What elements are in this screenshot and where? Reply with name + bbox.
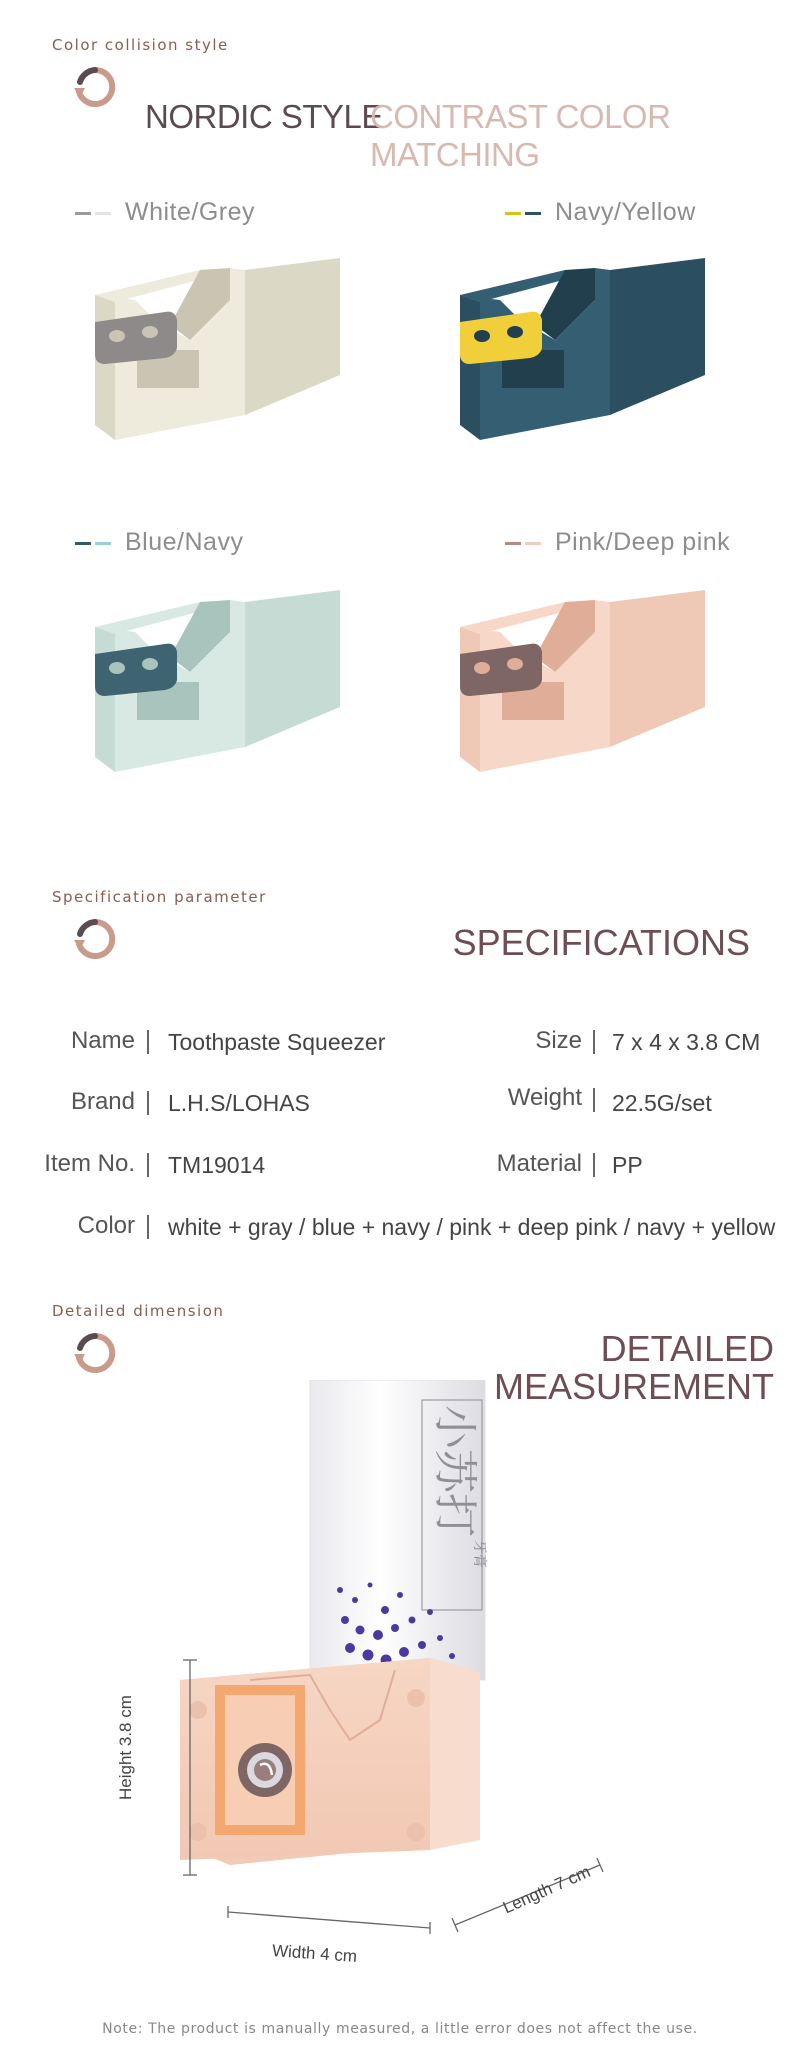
swatch-b-icon <box>95 212 111 215</box>
swatch-b-icon <box>525 542 541 545</box>
key-hole <box>507 326 523 338</box>
dimension-title-line2: MEASUREMENT <box>493 1366 774 1407</box>
cycle-icon <box>72 916 118 962</box>
spec-separator <box>147 1091 149 1115</box>
spec-key: Brand <box>70 1088 135 1115</box>
spec-row-brand <box>0 1084 800 1122</box>
spec-key: Weight <box>507 1084 582 1111</box>
spec-row-color <box>0 1212 800 1246</box>
product-measurement-illustration <box>140 1380 660 1980</box>
block-left-edge <box>460 627 480 772</box>
swatch-a-icon <box>505 212 521 215</box>
product-image-navy-yellow <box>460 240 710 480</box>
key-hole <box>109 662 125 674</box>
height-label: Height 3.8 cm <box>116 1695 135 1800</box>
spec-separator <box>147 1153 149 1177</box>
block-left-edge <box>460 295 480 440</box>
block-side-face <box>610 590 705 747</box>
block-side-face <box>245 258 340 415</box>
spec-separator <box>593 1153 595 1177</box>
key-hole <box>142 658 158 670</box>
spec-value: 7 x 4 x 3.8 CM <box>612 1029 761 1055</box>
measurement-note: Note: The product is manually measured, a little error does not affect the use. <box>102 2021 698 2037</box>
key-hole <box>474 662 490 674</box>
spec-key: Material <box>496 1150 582 1177</box>
variant-label-navy-yellow <box>505 198 696 227</box>
block-side-face <box>610 258 705 415</box>
length-label: Length 7 cm <box>500 1861 594 1918</box>
section-tag-dimension: Detailed dimension <box>52 1302 225 1320</box>
product-image-blue-navy <box>95 572 345 812</box>
variant-label-white-grey <box>75 198 255 227</box>
block-left-edge <box>95 627 115 772</box>
color-title-main: NORDIC STYLE <box>145 98 383 135</box>
block-left-edge <box>95 295 115 440</box>
swatch-a-icon <box>505 542 521 545</box>
variant-label-pink-deep-pink <box>505 528 730 557</box>
tube-brand-text: 小苏打 <box>429 1405 480 1537</box>
spec-separator <box>147 1215 149 1239</box>
spec-key: Item No. <box>44 1150 135 1177</box>
swatch-b-icon <box>525 212 541 215</box>
spec-value: L.H.S/LOHAS <box>168 1090 310 1116</box>
product-image-pink-deep-pink <box>460 572 710 812</box>
tube-product-text: 牙膏 <box>471 1540 487 1568</box>
spec-separator <box>147 1030 149 1054</box>
variant-name: Navy/Yellow <box>555 198 696 226</box>
cycle-icon <box>72 64 118 110</box>
key-hole <box>474 330 490 342</box>
product-image-white-grey <box>95 240 345 480</box>
variant-label-blue-navy <box>75 528 243 557</box>
cycle-icon <box>72 1330 118 1376</box>
spec-separator <box>593 1030 595 1054</box>
spec-value: Toothpaste Squeezer <box>168 1029 386 1055</box>
variant-name: White/Grey <box>125 198 256 226</box>
width-label: Width 4 cm <box>271 1941 358 1966</box>
color-title-sub: CONTRAST COLOR MATCHING <box>370 98 671 173</box>
key-hole <box>109 330 125 342</box>
swatch-a-icon <box>75 212 91 215</box>
spec-value: white + gray / blue + navy / pink + deep pink / navy + yellow <box>168 1214 776 1240</box>
spec-value: TM19014 <box>168 1152 266 1178</box>
dimension-title-line1: DETAILED <box>600 1328 774 1369</box>
spec-key: Name <box>70 1027 135 1054</box>
spec-value: PP <box>612 1152 643 1178</box>
block-side-face <box>245 590 340 747</box>
key-hole <box>507 658 523 670</box>
spec-title: SPECIFICATIONS <box>452 922 750 963</box>
swatch-b-icon <box>95 542 111 545</box>
variant-name: Blue/Navy <box>125 528 244 556</box>
spec-row-item-no <box>0 1150 800 1184</box>
variant-name: Pink/Deep pink <box>555 528 731 556</box>
spec-row-name <box>0 1027 800 1061</box>
spec-key: Size <box>535 1027 582 1054</box>
section-tag-spec: Specification parameter <box>52 888 267 906</box>
section-tag-color: Color collision style <box>52 36 229 54</box>
swatch-a-icon <box>75 542 91 545</box>
spec-separator <box>593 1088 595 1112</box>
key-hole <box>142 326 158 338</box>
spec-value: 22.5G/set <box>612 1090 712 1116</box>
spec-key: Color <box>77 1212 135 1239</box>
